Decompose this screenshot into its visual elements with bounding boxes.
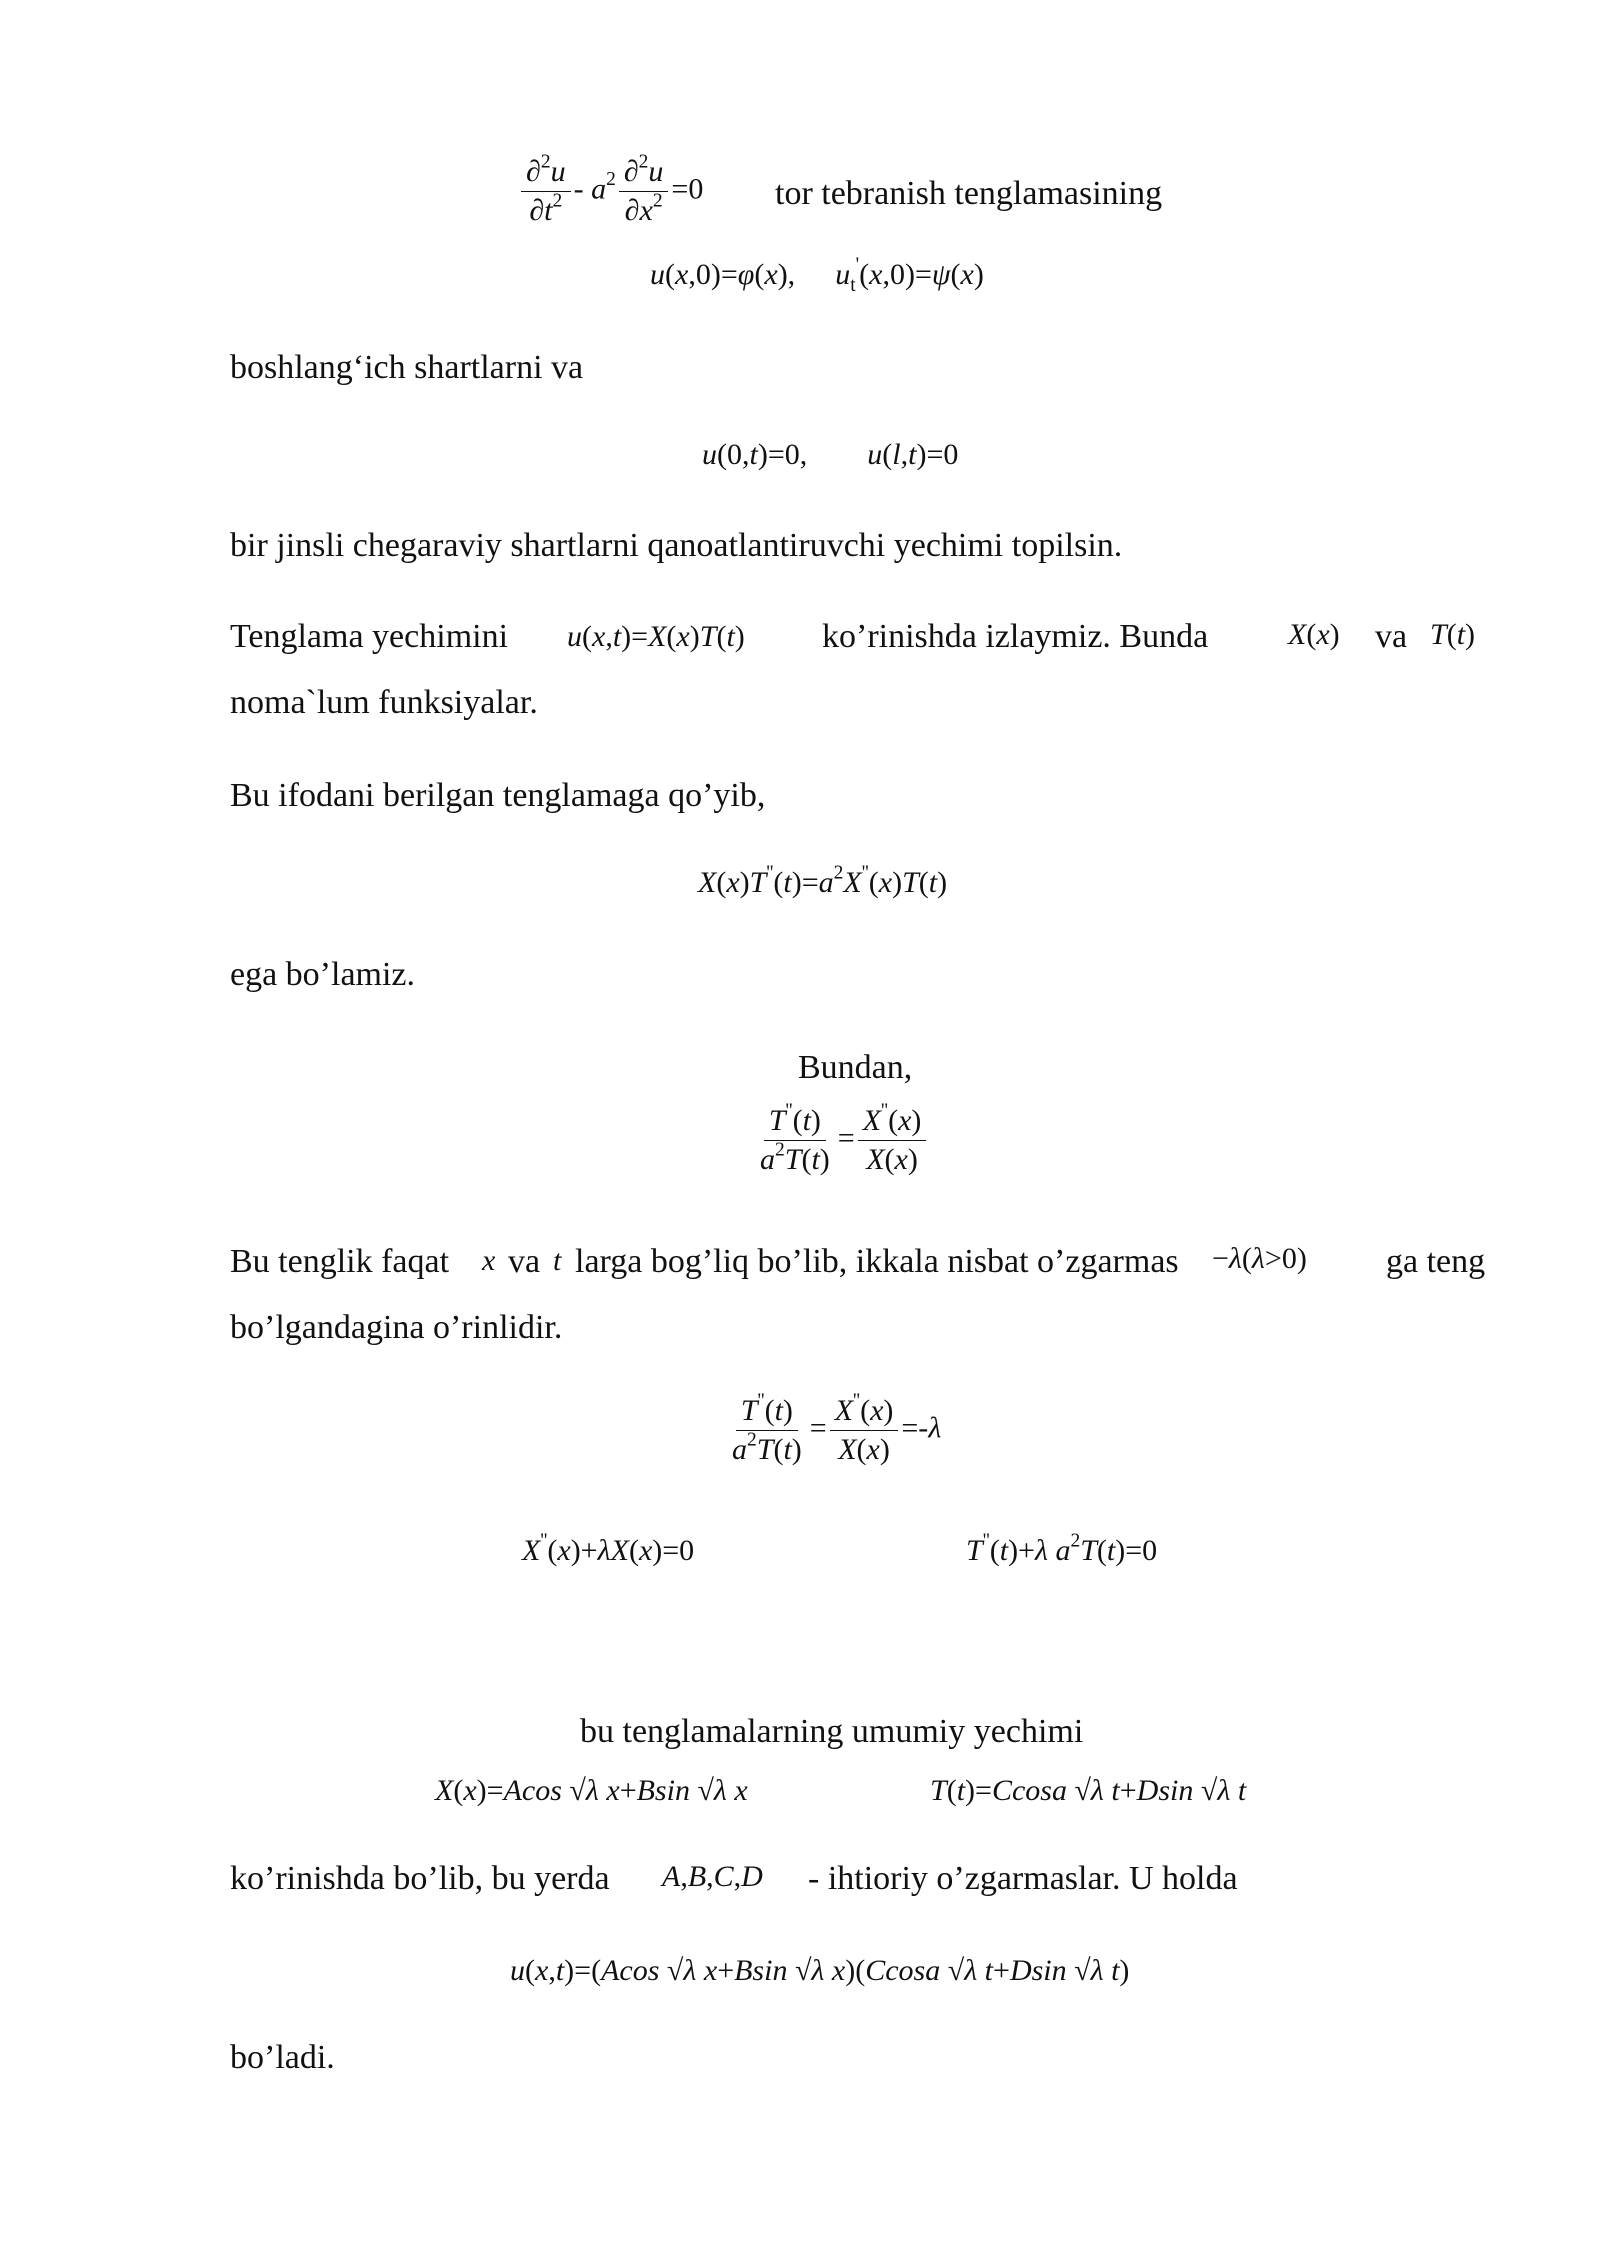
wave-equation: $\frac{\partial^2u}{\partial t^2}$ - $a^2$ $\frac{\partial^2u}{\partial x^2}$ =0: [518, 155, 703, 228]
constants-ABCD: A,B,C,D: [662, 1860, 763, 1893]
line-6-text: Bu ifodani berilgan tenglamaga qo’yib,: [230, 777, 766, 814]
ode-T: T''(t)+λ $a^2T(t)=0$: [966, 1530, 1158, 1567]
line-3-text: bir jinsli chegaraviy shartlarni qanoatlantiruvchi yechimi topilsin.: [230, 527, 1123, 564]
line-9c-text: larga bog’liq bo’lib, ikkala nisbat o’zgarmas: [575, 1243, 1179, 1280]
line-4b-text: ko’rinishda izlaymiz. Bunda: [822, 618, 1209, 655]
lambda-condition: −λ(λ>0): [1212, 1242, 1307, 1275]
line-7-text: ega bo’lamiz.: [230, 956, 416, 993]
line-8-text: Bundan,: [798, 1049, 913, 1086]
line-12b-text: - ihtioriy o’zgarmaslar. U holda: [808, 1860, 1238, 1897]
general-solution-T: T(t)=Ccosa √λ t+Dsin √λ t: [930, 1774, 1247, 1807]
line-9b-text: va: [508, 1243, 541, 1280]
var-t: t: [553, 1244, 562, 1277]
ratio-lambda-equation: $\frac{T''(t)}{a^2T(t)}$ = $\frac{X''(x)}{X(x)}$ =-λ: [732, 1390, 942, 1466]
line-5-text: noma`lum funksiyalar.: [230, 684, 538, 721]
line-11-text: bu tenglamalarning umumiy yechimi: [580, 1713, 1084, 1750]
line-10-text: bo’lgandagina o’rinlidir.: [230, 1309, 563, 1346]
boundary-conditions: u(0,t)=0, u(l,t)=0: [702, 438, 959, 471]
initial-conditions: u(x,0)=φ(x), $u_t'(x,0)=\psi(x)$: [650, 254, 984, 296]
line-12a-text: ko’rinishda bo’lib, bu yerda: [230, 1860, 610, 1897]
line-4a-text: Tenglama yechimini: [230, 618, 509, 655]
func-T: T(t): [1430, 618, 1476, 651]
line-9d-text: ga teng: [1386, 1243, 1486, 1280]
func-X: X(x): [1288, 618, 1340, 651]
var-x: x: [482, 1244, 496, 1277]
separation-ansatz: u(x,t)=X(x)T(t): [567, 620, 745, 653]
line-4c-text: va: [1375, 618, 1408, 655]
line-9a-text: Bu tenglik faqat: [230, 1243, 450, 1280]
ode-X: X''(x)+λX(x)=0: [522, 1530, 695, 1567]
final-solution: u(x,t)=(Acos √λ x+Bsin √λ x)(Ccosa √λ t+Dsin √λ t): [510, 1954, 1130, 1987]
line-2-text: boshlang‘ich shartlarni va: [230, 349, 584, 386]
general-solution-X: X(x)=Acos √λ x+Bsin √λ x: [435, 1774, 748, 1807]
line-1-text: tor tebranish tenglamasining: [775, 175, 1163, 212]
substituted-equation: $X(x)T''(t)=a^2X''(x)T(t)$: [698, 862, 948, 899]
ratio-equation: $\frac{T''(t)}{a^2T(t)}$ = $\frac{X''(x)}{X(x)}$: [752, 1104, 929, 1177]
line-13-text: bo’ladi.: [230, 2039, 335, 2076]
